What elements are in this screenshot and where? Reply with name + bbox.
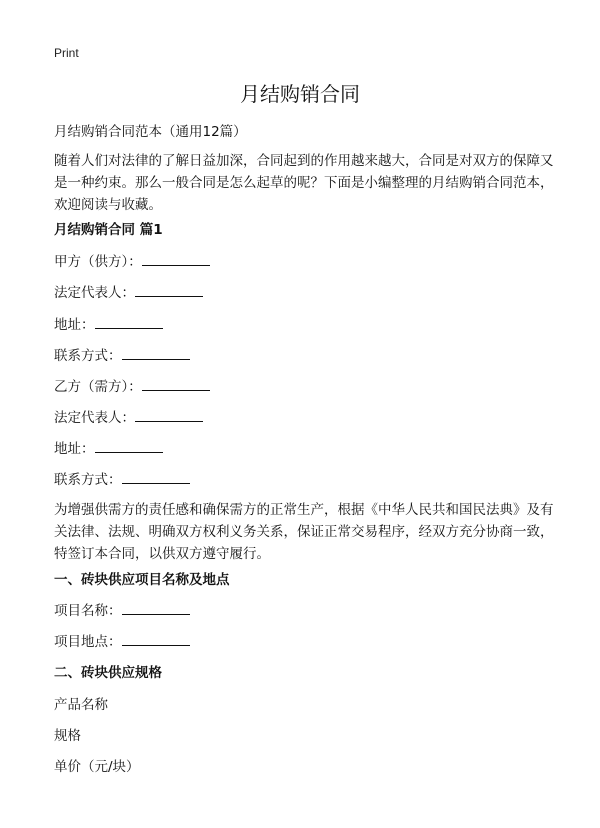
field-label: 法定代表人：	[54, 285, 135, 301]
print-link[interactable]: Print	[54, 46, 79, 60]
field-label: 法定代表人：	[54, 410, 135, 426]
fill-blank	[135, 284, 203, 297]
field-label: 联系方式：	[54, 348, 122, 364]
spec-item-specification: 规格	[54, 728, 81, 744]
document-subtitle: 月结购销合同范本（通用12篇）	[54, 124, 247, 140]
field-label: 甲方（供方）：	[54, 254, 142, 270]
project-name-field	[54, 599, 190, 619]
document-title: 月结购销合同	[240, 82, 360, 106]
project-location-field	[54, 630, 190, 650]
fill-blank	[95, 316, 163, 329]
party-b-address-field	[54, 437, 163, 457]
field-label: 地址：	[54, 441, 95, 457]
fill-blank	[122, 602, 190, 615]
party-b-field	[54, 375, 210, 395]
fill-blank	[122, 347, 190, 360]
fill-blank	[122, 633, 190, 646]
field-label: 地址：	[54, 317, 95, 333]
spec-item-unit-price: 单价（元/块）	[54, 759, 140, 775]
field-label: 项目名称：	[54, 603, 122, 619]
party-a-field	[54, 250, 210, 270]
party-a-contact-field	[54, 344, 190, 364]
field-label: 乙方（需方）：	[54, 379, 142, 395]
fill-blank	[142, 253, 210, 266]
field-label: 联系方式：	[54, 472, 122, 488]
contract-purpose-paragraph: 为增强供需方的责任感和确保需方的正常生产，根据《中华人民共和国民法典》及有关法律、法规、明确双方权利义务关系，保证正常交易程序，经双方充分协商一致，特签订本合同，以供双方遵守履行。	[54, 502, 554, 562]
fill-blank	[135, 409, 203, 422]
fill-blank	[122, 471, 190, 484]
fill-blank	[95, 440, 163, 453]
section-title: 月结购销合同 篇1	[54, 222, 163, 238]
section-heading-project: 一、砖块供应项目名称及地点	[54, 572, 230, 588]
party-b-contact-field	[54, 468, 190, 488]
party-a-representative-field	[54, 281, 203, 301]
field-label: 项目地点：	[54, 634, 122, 650]
section-heading-spec: 二、砖块供应规格	[54, 665, 162, 681]
party-b-representative-field	[54, 406, 203, 426]
intro-paragraph: 随着人们对法律的了解日益加深，合同起到的作用越来越大，合同是对双方的保障又是一种约束。那么一般合同是怎么起草的呢？下面是小编整理的月结购销合同范本，欢迎阅读与收藏。	[54, 153, 554, 213]
spec-item-product-name: 产品名称	[54, 697, 108, 713]
fill-blank	[142, 378, 210, 391]
party-a-address-field	[54, 313, 163, 333]
